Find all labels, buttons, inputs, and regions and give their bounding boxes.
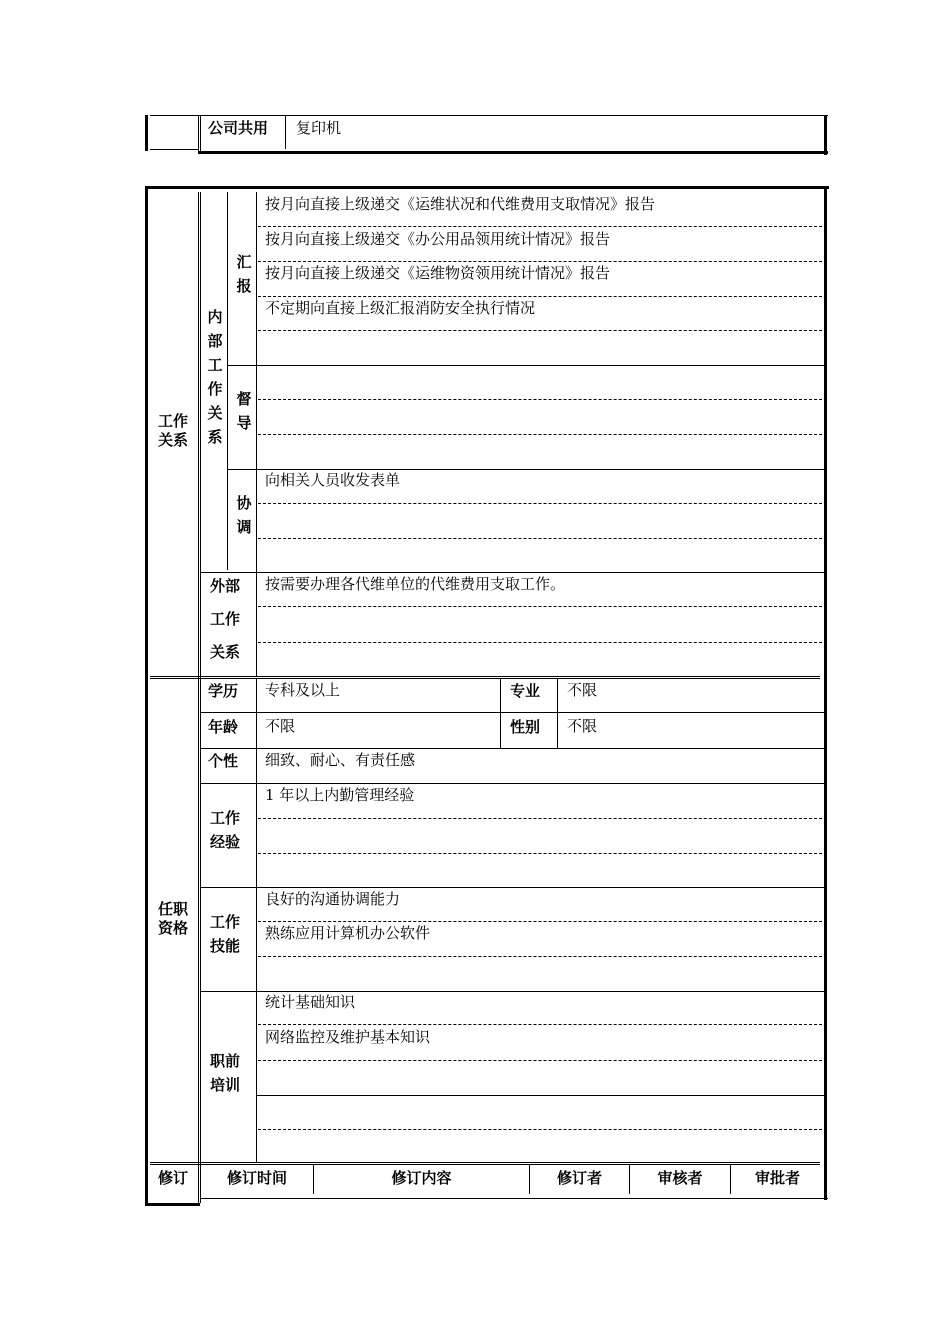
internal-label-char: 内: [207, 308, 223, 326]
column-divider: [557, 678, 558, 748]
training-label-2: 培训: [210, 1076, 241, 1094]
dashed-rule: [258, 1024, 822, 1025]
row-divider: [200, 712, 824, 713]
internal-label-char: 关: [207, 404, 223, 422]
external-label-line: 关系: [210, 643, 241, 661]
internal-label-char: 作: [207, 380, 223, 398]
qualifications-label-1: 任职: [157, 900, 188, 918]
dashed-rule: [258, 1129, 822, 1130]
report-item: 按月向直接上级递交《办公用品领用统计情况》报告: [265, 230, 611, 248]
skills-item: 良好的沟通协调能力: [265, 890, 401, 908]
skills-item: 熟练应用计算机办公软件: [265, 924, 431, 942]
dashed-rule: [258, 503, 822, 504]
border-right: [824, 115, 827, 155]
divider: [200, 115, 201, 151]
dashed-rule: [258, 642, 822, 643]
dashed-rule: [258, 956, 822, 957]
external-item: 按需要办理各代维单位的代维费用支取工作。: [265, 575, 566, 593]
revision-col-reviewer: 审核者: [657, 1169, 703, 1187]
border-top: [145, 186, 829, 189]
revision-col-time: 修订时间: [226, 1169, 287, 1187]
column-divider: [227, 192, 228, 570]
skills-label-2: 技能: [210, 937, 241, 955]
major-value: 不限: [567, 681, 598, 699]
experience-label-2: 经验: [210, 833, 241, 851]
row-divider: [200, 991, 824, 992]
column-divider: [256, 192, 257, 676]
education-value: 专科及以上: [265, 681, 341, 699]
training-item: 网络监控及维护基本知识: [265, 1028, 431, 1046]
experience-item: 1 年以上内勤管理经验: [265, 786, 415, 804]
dashed-rule: [258, 853, 822, 854]
dashed-rule: [258, 399, 822, 400]
gender-label: 性别: [510, 718, 541, 736]
border-top: [150, 115, 828, 116]
report-label-char: 报: [236, 277, 252, 295]
revision-col-approver: 审批者: [754, 1169, 800, 1187]
section-divider: [150, 676, 820, 677]
row-divider: [227, 469, 824, 470]
revision-divider: [150, 1164, 820, 1165]
row-divider: [200, 887, 824, 888]
report-item: 按月向直接上级递交《运维物资领用统计情况》报告: [265, 264, 611, 282]
dashed-rule: [258, 538, 822, 539]
column-divider: [200, 192, 201, 1203]
internal-label-char: 部: [207, 332, 223, 350]
dashed-rule: [258, 226, 822, 227]
personality-value: 细致、耐心、有责任感: [265, 751, 416, 769]
divider: [285, 115, 286, 149]
experience-label-1: 工作: [210, 809, 241, 827]
revision-col-reviser: 修订者: [556, 1169, 602, 1187]
dashed-rule: [258, 434, 822, 435]
company-shared-value: 复印机: [296, 119, 342, 137]
report-item: 按月向直接上级递交《运维状况和代维费用支取情况》报告: [265, 195, 656, 213]
border-left: [145, 115, 148, 151]
column-divider: [198, 192, 199, 1203]
dashed-rule: [258, 1060, 822, 1061]
border-bottom: [198, 151, 828, 154]
age-label: 年龄: [208, 718, 239, 736]
education-label: 学历: [208, 682, 239, 700]
border-bottom: [145, 1203, 200, 1206]
row-divider: [227, 365, 824, 366]
row-divider: [200, 748, 824, 749]
coordinate-label-char: 协: [236, 494, 252, 512]
border-bottom: [150, 149, 198, 150]
column-divider: [500, 678, 501, 748]
internal-label-char: 工: [207, 356, 223, 374]
work-relations-label-2: 关系: [157, 431, 188, 449]
dashed-rule: [258, 921, 822, 922]
border-bottom: [200, 1198, 828, 1199]
external-label-line: 工作: [210, 610, 241, 628]
skills-label-1: 工作: [210, 913, 241, 931]
external-label-line: 外部: [210, 577, 241, 595]
dashed-rule: [258, 296, 822, 297]
supervise-label-char: 督: [236, 390, 252, 408]
work-relations-label-1: 工作: [157, 412, 188, 430]
age-value: 不限: [265, 717, 296, 735]
supervise-label-char: 导: [236, 414, 252, 432]
row-divider: [256, 1095, 824, 1096]
column-divider: [256, 678, 257, 1162]
company-shared-label: 公司共用: [208, 119, 269, 137]
coordinate-item: 向相关人员收发表单: [265, 471, 401, 489]
coordinate-label-char: 调: [236, 518, 252, 536]
dashed-rule: [258, 330, 822, 331]
border-left: [145, 186, 148, 1206]
personality-label: 个性: [208, 752, 239, 770]
revision-divider: [150, 1162, 820, 1163]
border-right: [824, 186, 827, 1200]
gender-value: 不限: [567, 717, 598, 735]
major-label: 专业: [510, 682, 541, 700]
section-divider: [150, 678, 820, 679]
report-label-char: 汇: [236, 253, 252, 271]
dashed-rule: [258, 261, 822, 262]
internal-label-char: 系: [207, 428, 223, 446]
qualifications-label-2: 资格: [157, 919, 188, 937]
revision-col-content: 修订内容: [391, 1169, 452, 1187]
row-divider: [200, 783, 824, 784]
row-divider: [200, 572, 824, 573]
training-item: 统计基础知识: [265, 993, 356, 1011]
dashed-rule: [258, 606, 822, 607]
divider: [198, 115, 199, 151]
revision-label: 修订: [157, 1169, 188, 1187]
report-item: 不定期向直接上级汇报消防安全执行情况: [265, 299, 536, 317]
dashed-rule: [258, 818, 822, 819]
training-label-1: 职前: [210, 1052, 241, 1070]
